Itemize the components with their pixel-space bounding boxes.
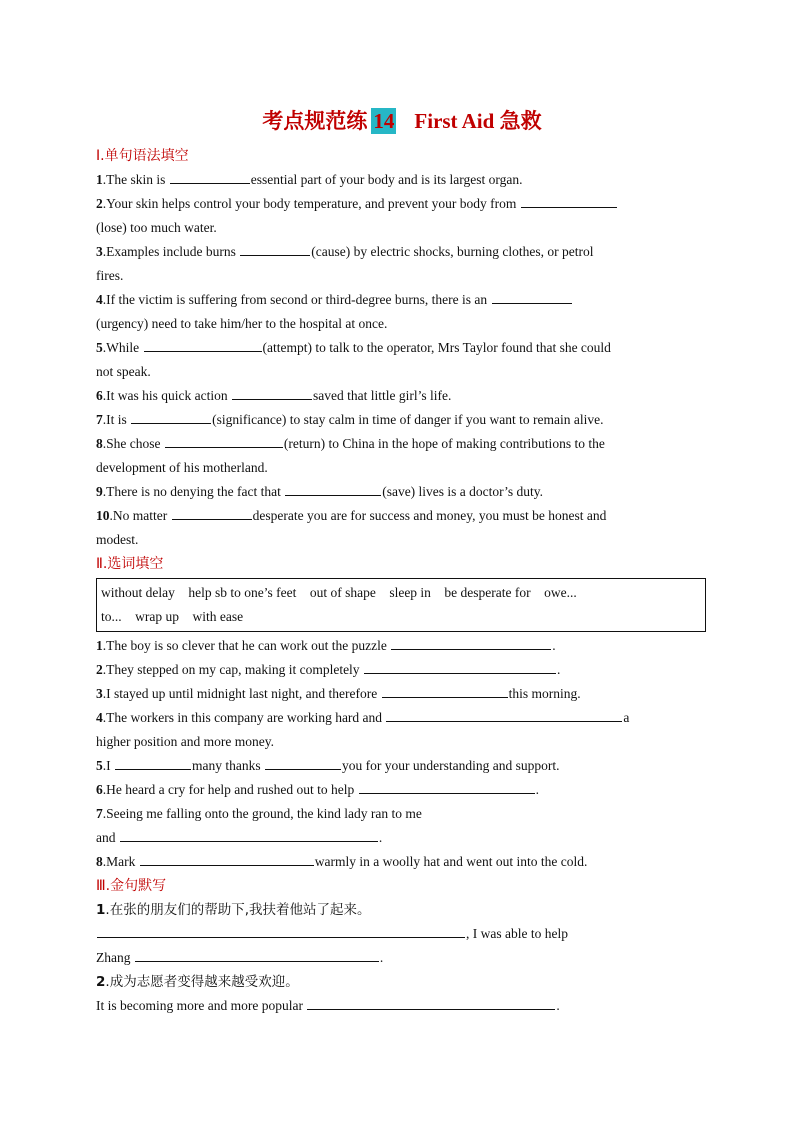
answer-blank[interactable] <box>140 851 314 866</box>
list-item: 5.While (attempt) to talk to the operator, Mrs Taylor found that she could <box>96 336 708 360</box>
answer-blank[interactable] <box>307 995 555 1010</box>
page-title: 考点规范练 14 First Aid 急救 <box>262 109 542 133</box>
unit-number-badge: 14 <box>373 109 395 133</box>
list-item: 1.在张的朋友们的帮助下,我扶着他站了起来。 <box>96 902 371 918</box>
word-bank <box>96 578 706 632</box>
answer-blank[interactable] <box>382 683 508 698</box>
list-item-continued: and . <box>96 826 708 850</box>
list-item: 7.Seeing me falling onto the ground, the kind lady ran to me <box>96 806 422 821</box>
answer-blank[interactable] <box>240 241 310 256</box>
list-item-continued: modest. <box>96 532 139 547</box>
answer-blank[interactable] <box>97 923 465 938</box>
list-item-continued: (urgency) need to take him/her to the hospital at once. <box>96 316 388 331</box>
answer-blank[interactable] <box>144 337 262 352</box>
list-item: 4.The workers in this company are working hard and a <box>96 706 708 730</box>
list-item: 5.I many thanks you for your understanding and support. <box>96 754 708 778</box>
list-item: 8.Mark warmly in a woolly hat and went out into the cold. <box>96 850 708 874</box>
answer-blank[interactable] <box>285 481 381 496</box>
list-item: 4.If the victim is suffering from second or third-degree burns, there is an <box>96 288 708 312</box>
list-item-continued: (lose) too much water. <box>96 220 217 235</box>
word-bank-line: to... wrap up with ease <box>101 609 244 624</box>
list-item: 2.Your skin helps control your body temperature, and prevent your body from <box>96 192 708 216</box>
answer-blank[interactable] <box>115 755 191 770</box>
answer-blank[interactable] <box>265 755 341 770</box>
answer-blank[interactable] <box>135 947 379 962</box>
answer-blank[interactable] <box>172 505 252 520</box>
answer-blank[interactable] <box>165 433 283 448</box>
list-item: 9.There is no denying the fact that (save) lives is a doctor’s duty. <box>96 480 708 504</box>
list-item: 1.The skin is essential part of your body and is its largest organ. <box>96 168 708 192</box>
answer-blank[interactable] <box>359 779 535 794</box>
list-item: 6.It was his quick action saved that little girl’s life. <box>96 384 708 408</box>
list-item-continued: fires. <box>96 268 124 283</box>
answer-blank[interactable] <box>492 289 572 304</box>
list-item-continued: , I was able to help <box>96 922 708 946</box>
list-item: 1.The boy is so clever that he can work out the puzzle . <box>96 634 708 658</box>
list-item-continued: Zhang . <box>96 946 708 970</box>
answer-blank[interactable] <box>521 193 617 208</box>
list-item: 6.He heard a cry for help and rushed out to help . <box>96 778 708 802</box>
list-item: 10.No matter desperate you are for success and money, you must be honest and <box>96 504 708 528</box>
answer-blank[interactable] <box>131 409 211 424</box>
answer-blank[interactable] <box>386 707 622 722</box>
list-item-continued: not speak. <box>96 364 151 379</box>
section-heading-grammar: Ⅰ.单句语法填空 <box>96 148 189 164</box>
answer-blank[interactable] <box>170 169 250 184</box>
answer-blank[interactable] <box>391 635 551 650</box>
word-bank-line: without delay help sb to one’s feet out of shape sleep in be desperate for owe... <box>101 585 577 600</box>
worksheet <box>96 104 708 1018</box>
list-item: 2.They stepped on my cap, making it completely . <box>96 658 708 682</box>
list-item-continued: higher position and more money. <box>96 734 274 749</box>
section-heading-sentence-writing: Ⅲ.金句默写 <box>96 878 167 894</box>
answer-blank[interactable] <box>232 385 312 400</box>
section-heading-word-choice: Ⅱ.选词填空 <box>96 556 164 572</box>
list-item: 8.She chose (return) to China in the hope of making contributions to the <box>96 432 708 456</box>
list-item: 7.It is (significance) to stay calm in time of danger if you want to remain alive. <box>96 408 708 432</box>
answer-blank[interactable] <box>364 659 556 674</box>
list-item: 3.I stayed up until midnight last night, and therefore this morning. <box>96 682 708 706</box>
list-item: 3.Examples include burns (cause) by electric shocks, burning clothes, or petrol <box>96 240 708 264</box>
list-item-continued: It is becoming more and more popular . <box>96 994 708 1018</box>
list-item-continued: development of his motherland. <box>96 460 268 475</box>
list-item: 2.成为志愿者变得越来越受欢迎。 <box>96 974 299 990</box>
answer-blank[interactable] <box>120 827 378 842</box>
